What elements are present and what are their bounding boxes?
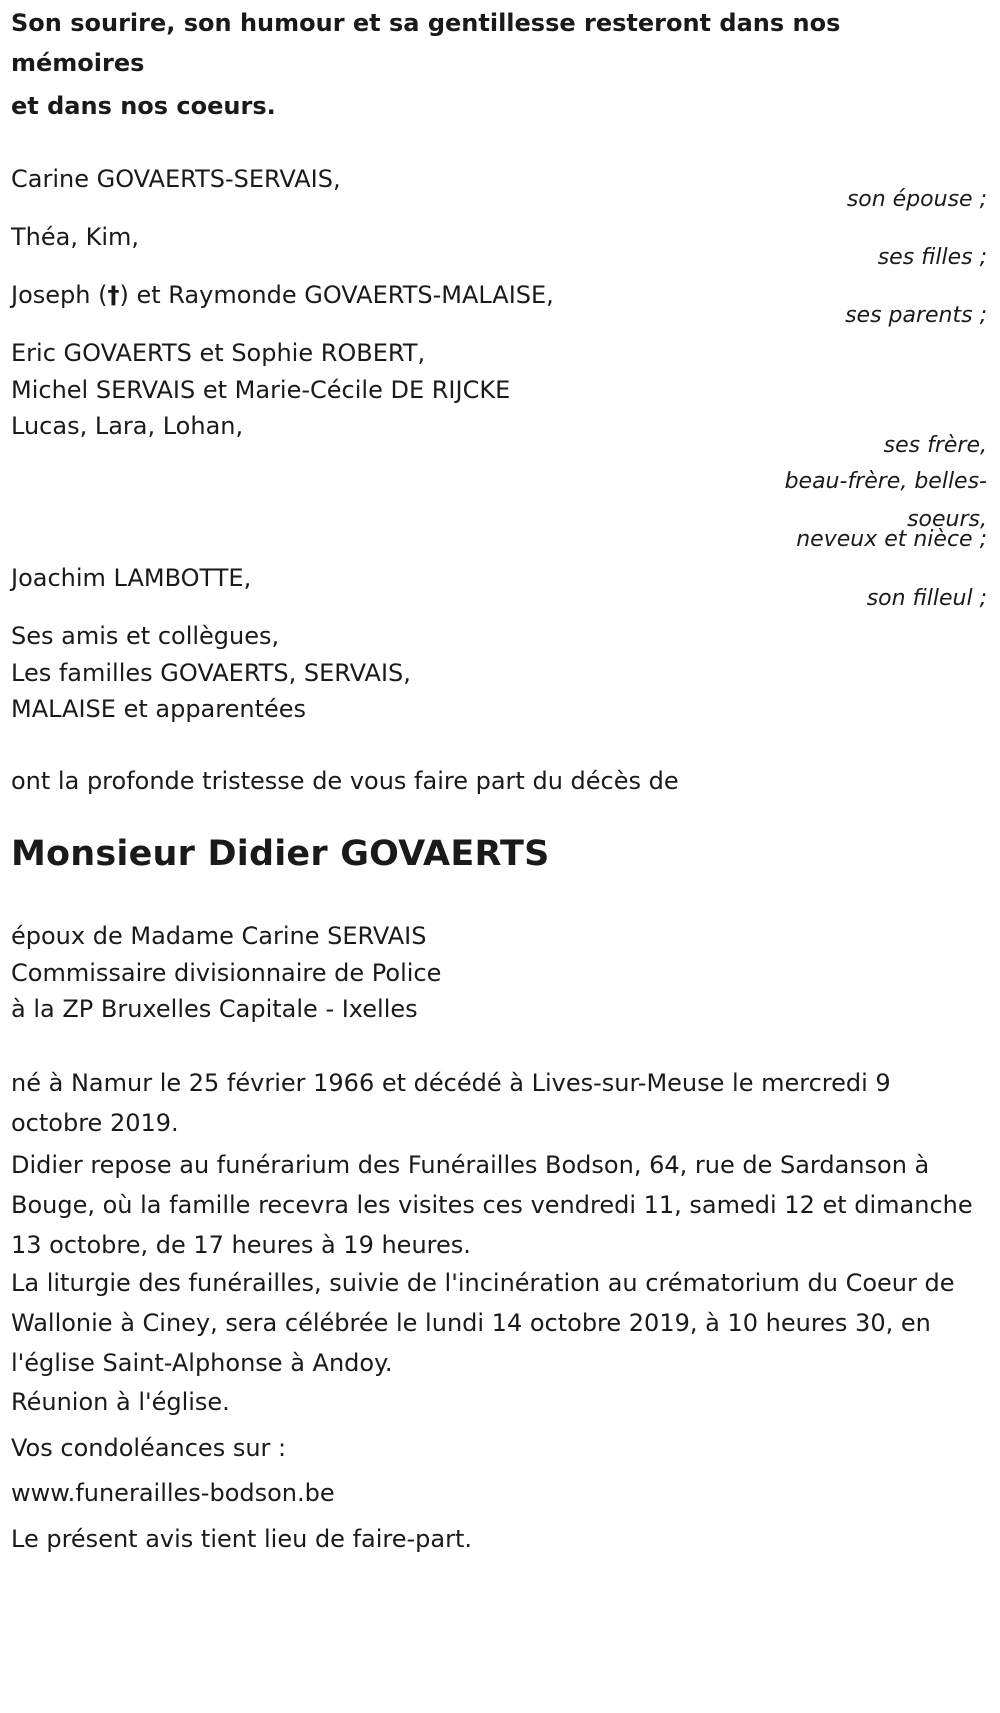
daughters-relation: ses filles ; (877, 245, 987, 270)
siblings-line-1: Eric GOVAERTS et Sophie ROBERT, (11, 339, 426, 367)
siblings-line-2: Michel SERVAIS et Marie-Cécile DE RIJCKE (11, 376, 511, 404)
deceased-name: Monsieur Didier GOVAERTS (11, 834, 550, 874)
deceased-detail-3: à la ZP Bruxelles Capitale - Ixelles (11, 995, 418, 1023)
birth-death-paragraph: né à Namur le 25 février 1966 et décédé à Lives-sur-Meuse le mercredi 9 octobre 2019. (11, 1069, 891, 1137)
notice-text: Le présent avis tient lieu de faire-part. (11, 1525, 473, 1553)
announcement-text: ont la profonde tristesse de vous faire part du décès de (11, 767, 679, 795)
siblings-relation-line-2: beau-frère, belles- (784, 469, 987, 494)
quote-line-2: et dans nos coeurs. (11, 92, 276, 120)
spouse-name: Carine GOVAERTS-SERVAIS, (11, 165, 341, 193)
website-link[interactable]: www.funerailles-bodson.be (11, 1479, 335, 1507)
godson-name: Joachim LAMBOTTE, (11, 564, 252, 592)
daughters-names: Théa, Kim, (11, 223, 140, 251)
parents-name-part1: Joseph ( (11, 281, 108, 309)
siblings-line-3: Lucas, Lara, Lohan, (11, 412, 244, 440)
deceased-detail-2: Commissaire divisionnaire de Police (11, 959, 442, 987)
spouse-relation: son épouse ; (846, 187, 987, 212)
parents-name-part2: ) et Raymonde GOVAERTS-MALAISE, (119, 281, 554, 309)
cross-icon: † (107, 281, 120, 309)
meeting-text: Réunion à l'église. (11, 1388, 230, 1416)
condolences-label: Vos condoléances sur : (11, 1434, 287, 1462)
visitation-paragraph: Didier repose au funérarium des Funérailles Bodson, 64, rue de Sardanson à Bouge, où la famille recevra les visites ces vendredi 11, samedi 12 et dimanche 13 octobre, de 17 heures à 19 heures. (11, 1151, 973, 1259)
others-line-3: MALAISE et apparentées (11, 695, 307, 723)
liturgy-paragraph: La liturgie des funérailles, suivie de l'incinération au crématorium du Coeur de Wallonie à Ciney, sera célébrée le lundi 14 octobre 2019, à 10 heures 30, en l'église Saint-Alphonse à Andoy. (11, 1269, 955, 1377)
siblings-relation-line-1: ses frère, (883, 433, 987, 458)
others-line-2: Les familles GOVAERTS, SERVAIS, (11, 659, 411, 687)
siblings-relation-line-4: neveux et nièce ; (796, 527, 987, 552)
others-line-1: Ses amis et collègues, (11, 622, 280, 650)
deceased-detail-1: époux de Madame Carine SERVAIS (11, 922, 427, 950)
parents-relation: ses parents ; (845, 303, 987, 328)
siblings-relation-line-3: soeurs, (907, 507, 987, 532)
quote-line-1: Son sourire, son humour et sa gentillesse resteront dans nos mémoires (11, 9, 841, 77)
godson-relation: son filleul ; (866, 586, 987, 611)
parents-names (11, 275, 554, 315)
